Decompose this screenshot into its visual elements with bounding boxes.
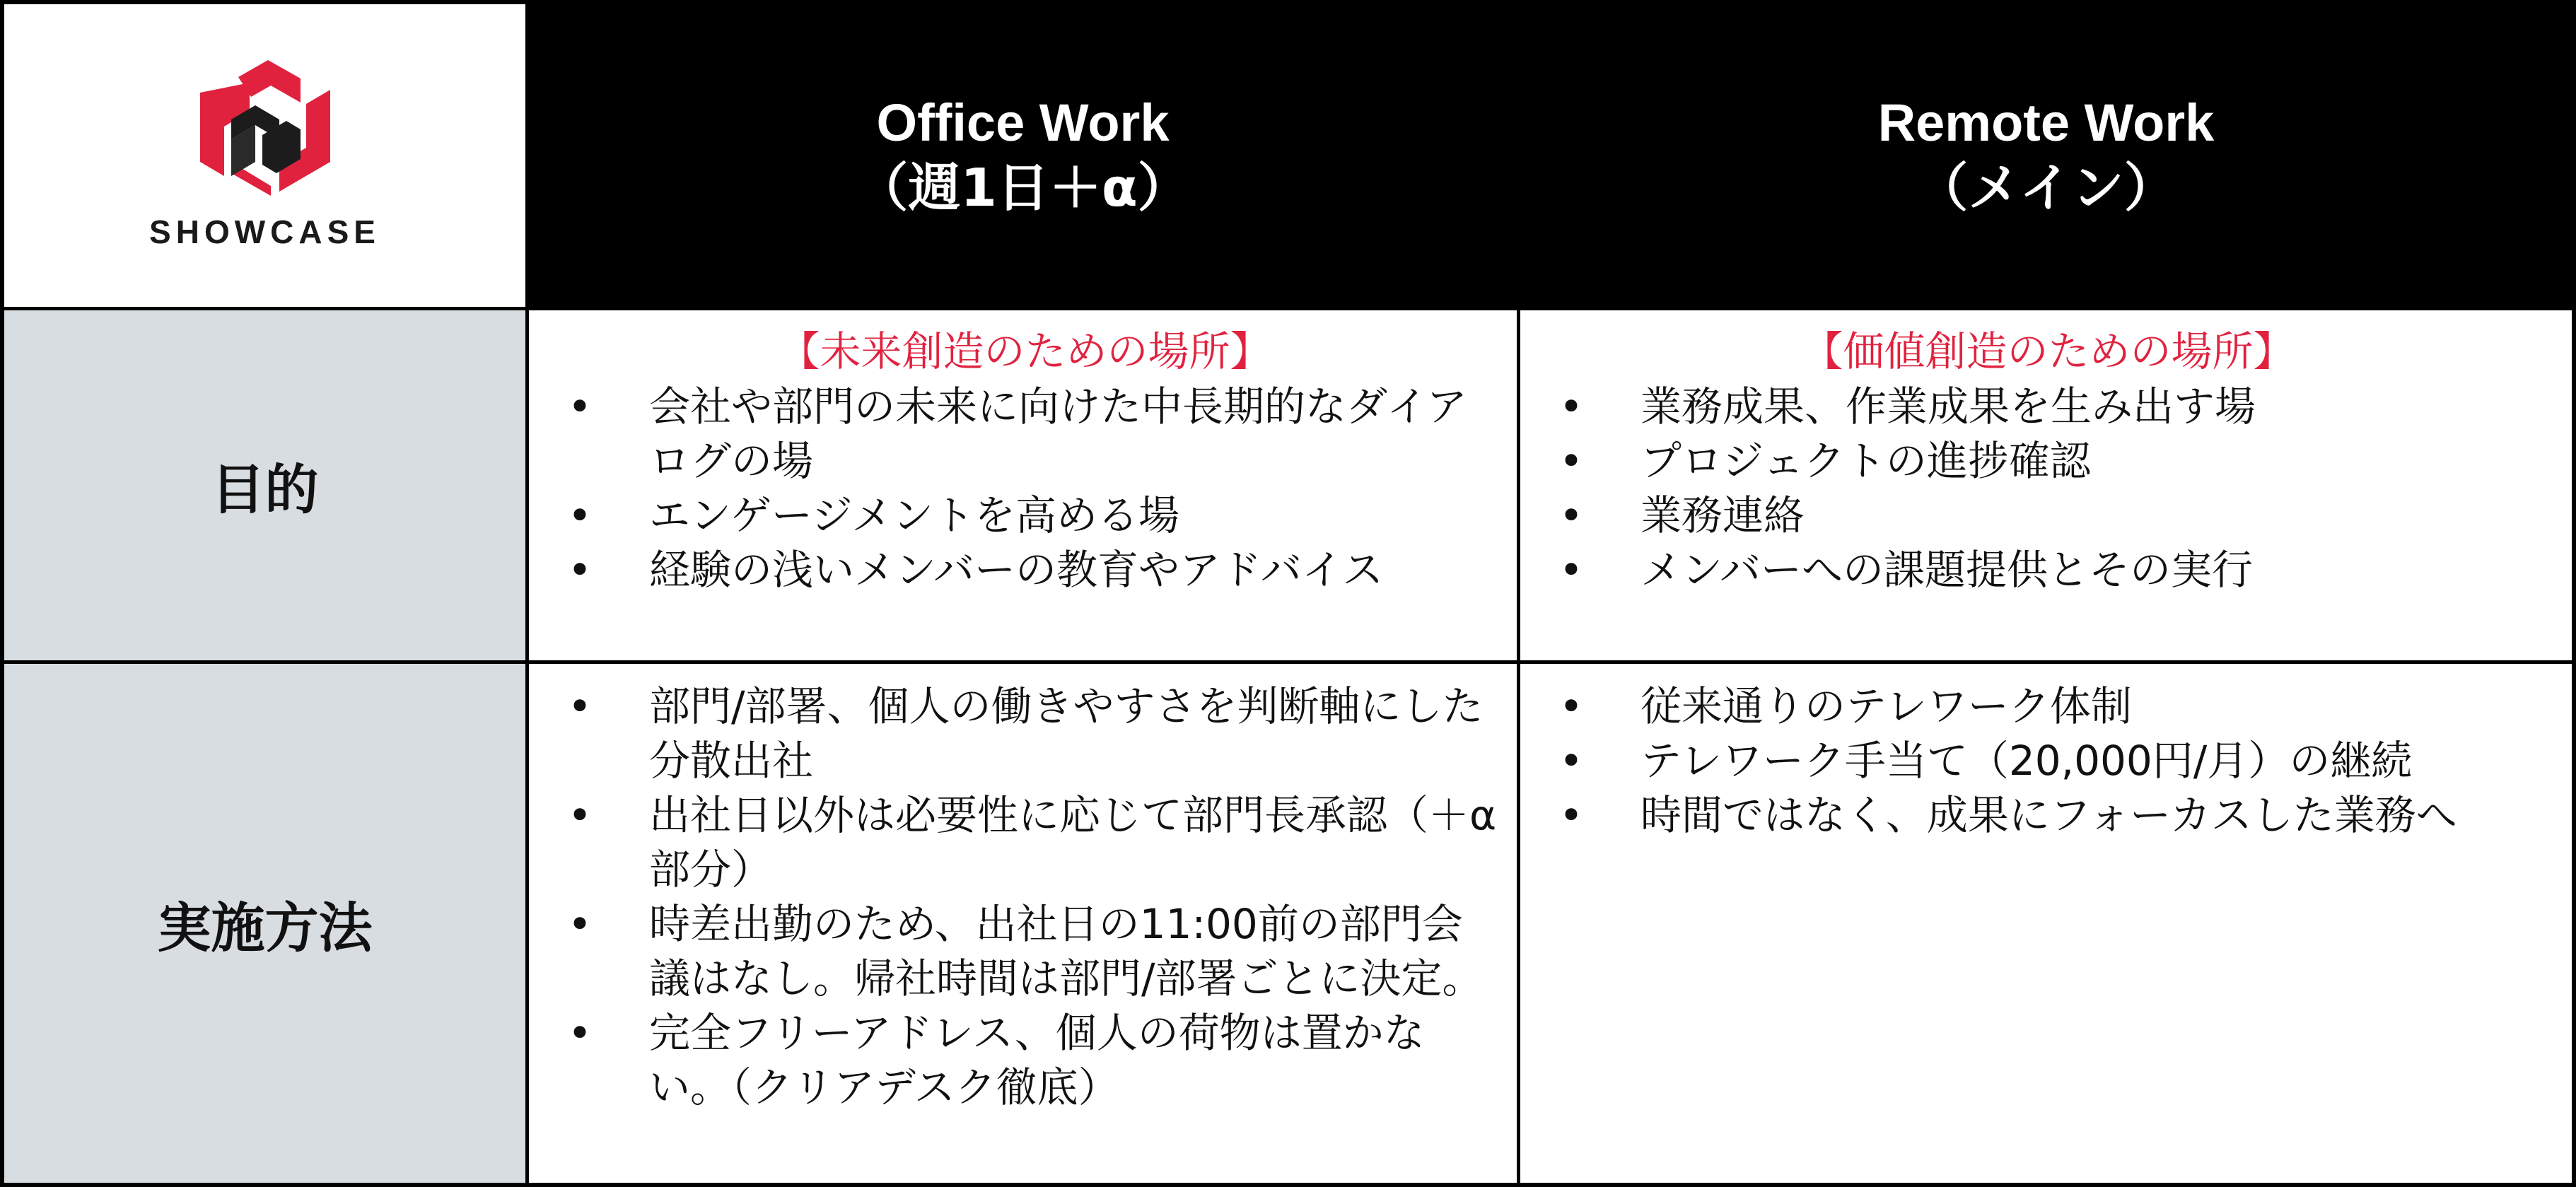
list-item: • 時間ではなく、成果にフォーカスした業務へ: [1541, 788, 2555, 843]
list-item: • 業務成果、作業成果を生み出す場: [1541, 380, 2555, 434]
purpose-remote-heading: 【価値創造のための場所】: [1802, 327, 2295, 375]
list-item: • 時差出勤のため、出社日の11:00前の部門会議はなし。帰社時間は部門/部署ごとに決定。: [550, 897, 1500, 1006]
bullet-icon: •: [567, 491, 593, 539]
bullet-icon: •: [1558, 546, 1584, 594]
logo-wordmark: SHOWCASE: [149, 214, 380, 250]
purpose-office-list: [550, 380, 1500, 597]
office-work-subtitle: （週1日＋α）: [856, 158, 1190, 218]
bullet-icon: •: [1558, 382, 1584, 431]
method-office-cell: [529, 664, 1520, 1183]
bullet-icon: •: [1558, 737, 1584, 785]
list-item: • 業務連絡: [1541, 489, 2555, 543]
logo-cell: [4, 4, 529, 310]
header-remote-work: [1520, 4, 2572, 310]
method-office-list: [550, 679, 1500, 1115]
list-item: • エンゲージメントを高める場: [550, 489, 1500, 543]
bullet-icon: •: [567, 382, 593, 431]
list-item: • 出社日以外は必要性に応じて部門長承認（＋α部分）: [550, 788, 1500, 897]
row-label-purpose: 目的: [4, 310, 529, 664]
list-item: • メンバーへの課題提供とその実行: [1541, 543, 2555, 597]
bullet-icon: •: [1558, 491, 1584, 539]
remote-work-subtitle: （メイン）: [1916, 158, 2176, 218]
remote-work-title: Remote Work: [1877, 93, 2215, 152]
list-item: • 会社や部門の未来に向けた中長期的なダイアログの場: [550, 380, 1500, 489]
method-remote-list: [1541, 679, 2555, 843]
purpose-remote-cell: [1520, 310, 2572, 664]
list-item: • 完全フリーアドレス、個人の荷物は置かない。（クリアデスク徹底）: [550, 1006, 1500, 1115]
bullet-icon: •: [567, 900, 593, 948]
bullet-icon: •: [1558, 437, 1584, 485]
office-work-title: Office Work: [876, 93, 1170, 152]
bullet-icon: •: [567, 1009, 593, 1057]
list-item: • 従来通りのテレワーク体制: [1541, 679, 2555, 734]
header-office-work: [529, 4, 1520, 310]
list-item: • テレワーク手当て（20,000円/月）の継続: [1541, 734, 2555, 788]
bullet-icon: •: [567, 791, 593, 839]
bullet-icon: •: [1558, 791, 1584, 839]
bullet-icon: •: [567, 682, 593, 730]
purpose-remote-list: [1541, 380, 2555, 597]
row-label-method: 実施方法: [4, 664, 529, 1183]
list-item: • プロジェクトの進捗確認: [1541, 434, 2555, 489]
bullet-icon: •: [1558, 682, 1584, 730]
purpose-office-cell: [529, 310, 1520, 664]
method-remote-cell: [1520, 664, 2572, 1183]
bullet-icon: •: [567, 546, 593, 594]
showcase-logo-icon: [194, 56, 336, 197]
purpose-office-heading: 【未来創造のための場所】: [779, 327, 1271, 375]
list-item: • 経験の浅いメンバーの教育やアドバイス: [550, 543, 1500, 597]
list-item: • 部門/部署、個人の働きやすさを判断軸にした分散出社: [550, 679, 1500, 788]
